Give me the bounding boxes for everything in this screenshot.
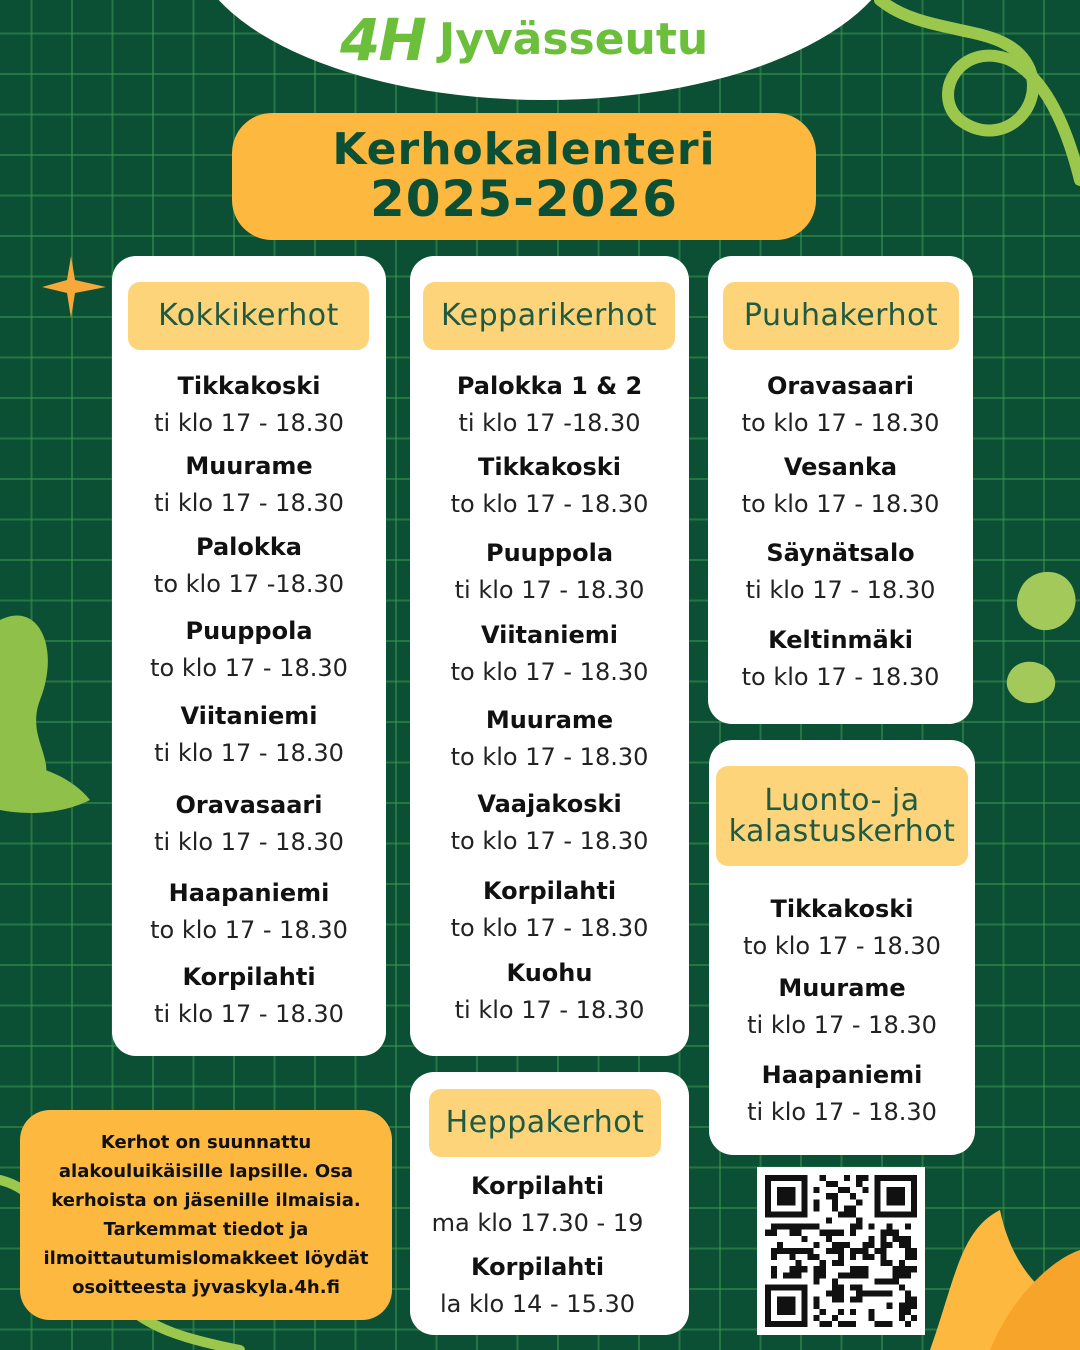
card-heading: Kokkikerhot bbox=[128, 282, 369, 350]
list-item: Tikkakoski ti klo 17 - 18.30 bbox=[154, 372, 344, 437]
card-heading: Kepparikerhot bbox=[423, 282, 675, 350]
logo-name: Jyvässeutu bbox=[438, 14, 709, 65]
list-item: Viitaniemi ti klo 17 - 18.30 bbox=[154, 702, 344, 767]
qr-code[interactable] bbox=[757, 1167, 925, 1335]
card-kepparikerhot bbox=[410, 256, 689, 1056]
list-item: Tikkakoski to klo 17 - 18.30 bbox=[743, 895, 941, 960]
card-kokkikerhot bbox=[112, 256, 386, 1056]
card-heading-line1: Luonto- ja bbox=[764, 782, 920, 818]
title-banner bbox=[232, 113, 816, 240]
list-item: Säynätsalo ti klo 17 - 18.30 bbox=[745, 539, 936, 604]
list-item: Tikkakoski to klo 17 - 18.30 bbox=[450, 453, 649, 518]
list-item: Muurame ti klo 17 - 18.30 bbox=[747, 974, 937, 1039]
list-item: Vesanka to klo 17 - 18.30 bbox=[741, 453, 940, 518]
list-item: Kuohu ti klo 17 - 18.30 bbox=[454, 959, 645, 1024]
list-item: Muurame to klo 17 - 18.30 bbox=[450, 706, 649, 771]
list-item: Korpilahti la klo 14 - 15.30 bbox=[439, 1253, 636, 1318]
page-subtitle-year: 2025-2026 bbox=[369, 170, 679, 229]
list-item: Keltinmäki to klo 17 - 18.30 bbox=[741, 626, 940, 691]
card-heppakerhot bbox=[410, 1072, 689, 1335]
list-item: Oravasaari to klo 17 - 18.30 bbox=[741, 372, 940, 437]
logo-mark: 4H bbox=[340, 6, 425, 74]
list-item: Korpilahti to klo 17 - 18.30 bbox=[450, 877, 649, 942]
logo bbox=[340, 0, 740, 80]
card-heading-line2: kalastuskerhot bbox=[728, 814, 956, 849]
list-item: Haapaniemi ti klo 17 - 18.30 bbox=[747, 1061, 937, 1126]
list-item: Korpilahti ti klo 17 - 18.30 bbox=[154, 963, 344, 1028]
info-box bbox=[20, 1110, 392, 1320]
card-luonto-ja-kalastuskerhot bbox=[709, 740, 975, 1155]
info-text: Kerhot on suunnattu alakouluikäisille lapsille. Osa kerhoista on jäsenille ilmaisia. Tarkemmat tiedot ja ilmoittautumislomakkeet löydät osoitteesta jyvaskyla.4h.fi bbox=[43, 1132, 369, 1298]
list-item: Muurame ti klo 17 - 18.30 bbox=[154, 452, 344, 517]
card-heading: Puuhakerhot bbox=[723, 282, 959, 350]
list-item: Oravasaari ti klo 17 - 18.30 bbox=[154, 791, 344, 856]
list-item: Puuppola ti klo 17 - 18.30 bbox=[454, 539, 645, 604]
list-item: Haapaniemi to klo 17 - 18.30 bbox=[150, 879, 348, 944]
list-item: Korpilahti ma klo 17.30 - 19 bbox=[431, 1172, 644, 1237]
card-heading: Heppakerhot bbox=[429, 1089, 661, 1157]
card-puuhakerhot bbox=[708, 256, 973, 724]
list-item: Viitaniemi to klo 17 - 18.30 bbox=[450, 621, 649, 686]
sparkle-star-icon bbox=[40, 256, 106, 318]
page-title: Kerhokalenteri bbox=[332, 124, 716, 176]
list-item: Palokka 1 & 2 ti klo 17 -18.30 bbox=[456, 372, 643, 437]
card-heading bbox=[716, 766, 968, 866]
list-item: Vaajakoski to klo 17 - 18.30 bbox=[450, 790, 649, 855]
list-item: Puuppola to klo 17 - 18.30 bbox=[150, 617, 348, 682]
list-item: Palokka to klo 17 -18.30 bbox=[153, 533, 345, 598]
